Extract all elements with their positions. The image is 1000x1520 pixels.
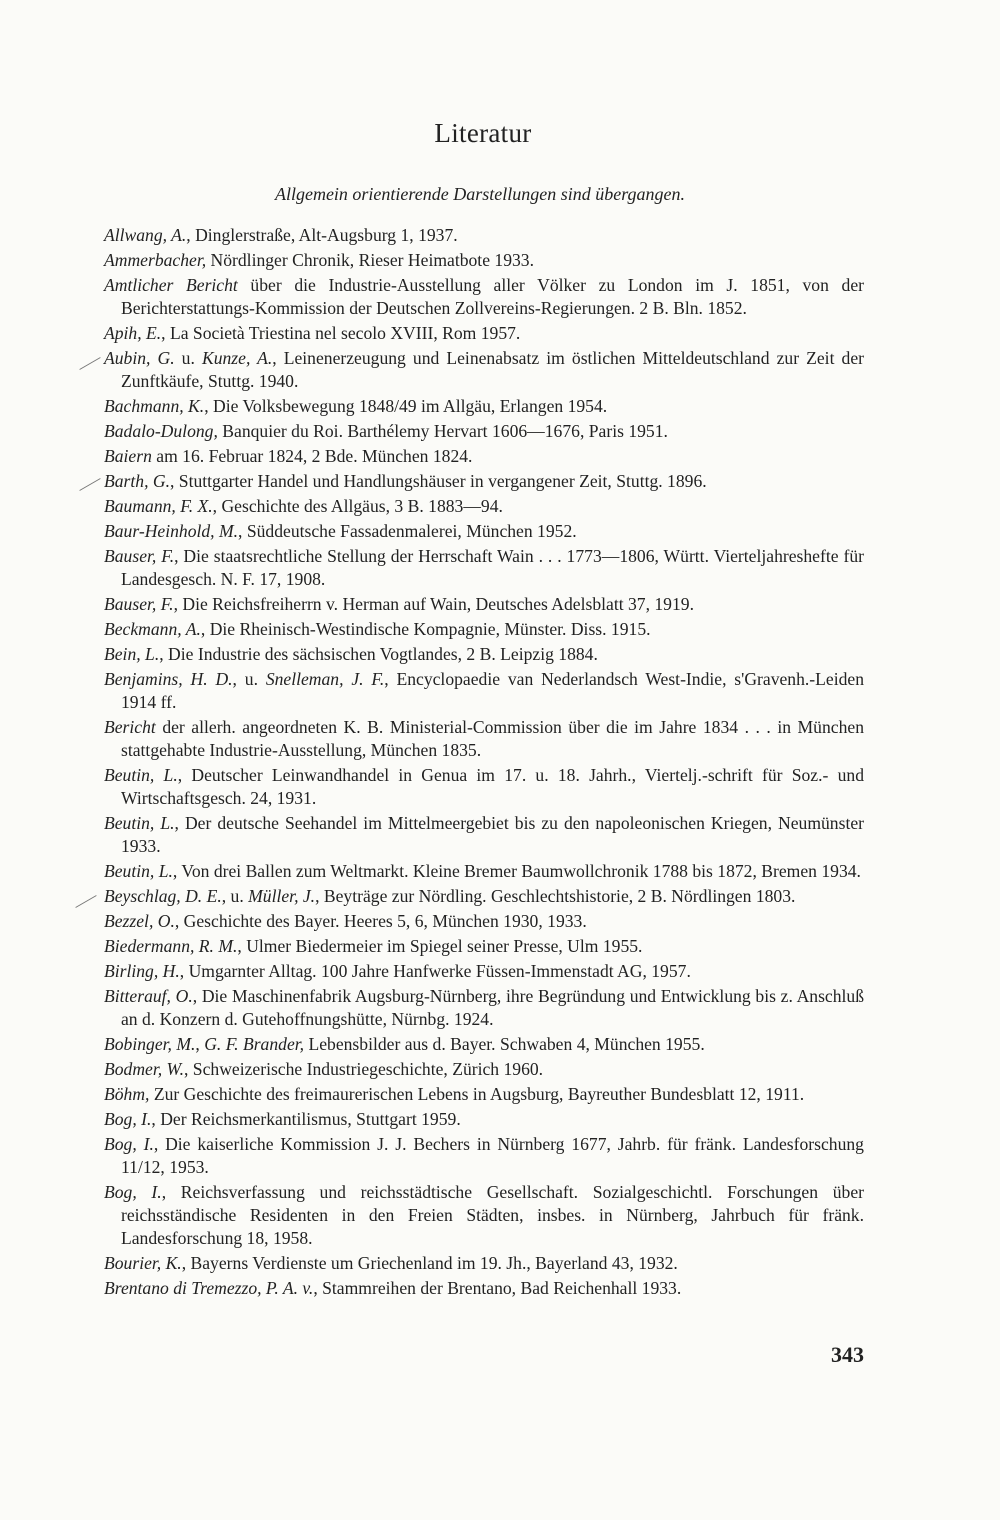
entry-text: , La Società Triestina nel secolo XVIII, Rom 1957. [161,323,521,343]
entry-author: Beutin, L. [104,813,175,833]
entry-author: Bog, I. [104,1182,162,1202]
entry-text: der allerh. angeordneten K. B. Ministerial-Commission über die im Jahre 1834 . . . in München stattgehabte Industrie-Ausstellung, München 1835. [121,717,864,760]
entry-text: , Die Rheinisch-Westindische Kompagnie, Münster. Diss. 1915. [200,619,651,639]
bibliography-entry [104,470,864,493]
bibliography-entry [104,1277,864,1300]
entry-text: , Encyclopaedie van Nederlandsch West-Indie, s'Gravenh.-Leiden 1914 ff. [121,669,865,712]
entry-author: Benjamins, H. D. [104,669,233,689]
bibliography-entry [104,910,864,933]
bibliography-entry [104,593,864,616]
bibliography-entry [104,395,864,418]
bibliography-entry [104,860,864,883]
bibliography-entry [104,812,864,858]
bibliography-entry [104,249,864,272]
bibliography-entry [104,716,864,762]
entry-author: Böhm, [104,1084,150,1104]
bibliography-entry [104,643,864,666]
entry-text: , Die staatsrechtliche Stellung der Herrschaft Wain . . . 1773—1806, Württ. Vierteljahreshefte für Landesgesch. N. F. 17, 1908. [121,546,864,589]
entry-author: Allwang, A. [104,225,187,245]
entry-text: , Reichsverfassung und reichsstädtische Gesellschaft. Sozialgeschichtl. Forschungen über reichsständische Residenten in den Freien Städten, insbes. in Nürnberg, Jahrbuch für fränk. Landesforschung 18, 1958. [121,1182,864,1248]
entry-author: Amtlicher Bericht [104,275,238,295]
entry-text: , Bayerns Verdienste um Griechenland im 19. Jh., Bayerland 43, 1932. [181,1253,678,1273]
entry-author: G. F. Brander, [204,1034,305,1054]
bibliography-list [104,224,864,1302]
entry-author: Bauser, F. [104,594,174,614]
entry-author: Barth, G. [104,471,170,491]
entry-text: , Umgarnter Alltag. 100 Jahre Hanfwerke Füssen-Immenstadt AG, 1957. [179,961,691,981]
entry-text: , Geschichte des Bayer. Heeres 5, 6, München 1930, 1933. [174,911,587,931]
entry-author: Bericht [104,717,156,737]
entry-author: Aubin, G. [104,348,175,368]
bibliography-entry [104,1133,864,1179]
entry-text: , Schweizerische Industriegeschichte, Zürich 1960. [184,1059,544,1079]
entry-text: , Die Maschinenfabrik Augsburg-Nürnberg, ihre Begründung und Entwicklung bis z. Anschluß an d. Konzern d. Gutehoffnungshütte, Nürnbg. 1924. [121,986,864,1029]
entry-text: Lebensbilder aus d. Bayer. Schwaben 4, München 1955. [304,1034,705,1054]
entry-text: , Die Industrie des sächsischen Vogtlandes, 2 B. Leipzig 1884. [159,644,598,664]
entry-author: Bitterauf, O. [104,986,193,1006]
entry-author: Müller, J. [248,886,316,906]
entry-text: , [195,1034,205,1054]
entry-text: , u. [232,669,266,689]
entry-author: Bein, L. [104,644,160,664]
entry-author: Beutin, L. [104,861,173,881]
entry-author: Birling, H. [104,961,180,981]
entry-text: , Der Reichsmerkantilismus, Stuttgart 1959. [151,1109,461,1129]
bibliography-entry [104,764,864,810]
entry-text: , Ulmer Biedermeier im Spiegel seiner Presse, Ulm 1955. [237,936,643,956]
bibliography-entry [104,445,864,468]
bibliography-entry [104,618,864,641]
entry-author: Bezzel, O. [104,911,175,931]
page-subtitle: Allgemein orientierende Darstellungen sind übergangen. [274,184,686,204]
entry-author: Brentano di Tremezzo, P. A. v. [104,1278,314,1298]
entry-text: Banquier du Roi. Barthélemy Hervart 1606—1676, Paris 1951. [217,421,668,441]
bibliography-entry [104,224,864,247]
page-number: 343 [831,1342,864,1367]
entry-text: Nördlinger Chronik, Rieser Heimatbote 1933. [206,250,534,270]
margin-pencil-mark [79,357,100,370]
bibliography-entry [104,1083,864,1106]
entry-text: , Deutscher Leinwandhandel in Genua im 17. u. 18. Jahrh., Viertelj.-schrift für Soz.- und Wirtschaftsgesch. 24, 1931. [121,765,864,808]
entry-text: über die Industrie-Ausstellung aller Völker zu London im J. 1851, von der Berichterstattungs-Kommission der Deutschen Zollvereins-Regierungen. 2 B. Bln. 1852. [121,275,864,318]
entry-text: , Leinenerzeugung und Leinenabsatz im östlichen Mitteldeutschland zur Zeit der Zunftkäufe, Stuttg. 1940. [121,348,864,391]
entry-text: , Stammreihen der Brentano, Bad Reichenhall 1933. [313,1278,682,1298]
bibliography-entry [104,985,864,1031]
bibliography-entry [104,520,864,543]
entry-author: Biedermann, R. M. [104,936,238,956]
bibliography-entry [104,545,864,591]
entry-text: u. [174,348,202,368]
entry-author: Baur-Heinhold, M. [104,521,239,541]
entry-author: Bourier, K. [104,1253,182,1273]
entry-text: , Die kaiserliche Kommission J. J. Bechers in Nürnberg 1677, Jahrb. für fränk. Landesforschung 11/12, 1953. [121,1134,864,1177]
entry-author: Beyschlag, D. E. [104,886,222,906]
entry-text: , Von drei Ballen zum Weltmarkt. Kleine Bremer Baumwollchronik 1788 bis 1872, Bremen 1934. [172,861,861,881]
entry-author: Baumann, F. X. [104,496,213,516]
entry-author: Snelleman, J. F. [265,669,385,689]
entry-text: , Beyträge zur Nördling. Geschlechtshistorie, 2 B. Nördlingen 1803. [315,886,796,906]
entry-text: , u. [221,886,249,906]
entry-author: Kunze, A. [201,348,273,368]
entry-text: , Der deutsche Seehandel im Mittelmeergebiet bis zu den napoleonischen Kriegen, Neumünster 1933. [121,813,864,856]
entry-author: Bobinger, M. [104,1034,196,1054]
entry-author: Apih, E. [104,323,162,343]
bibliography-entry [104,495,864,518]
entry-text: am 16. Februar 1824, 2 Bde. München 1824. [151,446,473,466]
bibliography-entry [104,347,864,393]
bibliography-entry [104,668,864,714]
bibliography-entry [104,274,864,320]
bibliography-entry [104,1033,864,1056]
margin-pencil-mark [75,895,96,908]
entry-author: Ammerbacher, [104,250,207,270]
entry-author: Beckmann, A. [104,619,201,639]
entry-author: Bauser, F. [104,546,175,566]
entry-text: , Die Reichsfreiherrn v. Herman auf Wain, Deutsches Adelsblatt 37, 1919. [173,594,694,614]
entry-author: Bachmann, K. [104,396,205,416]
bibliography-entry [104,935,864,958]
bibliography-entry [104,1108,864,1131]
entry-author: Bog, I. [104,1109,152,1129]
entry-text: , Süddeutsche Fassadenmalerei, München 1952. [238,521,577,541]
entry-text: , Die Volksbewegung 1848/49 im Allgäu, Erlangen 1954. [204,396,608,416]
entry-author: Bog, I. [104,1134,154,1154]
entry-text: , Stuttgarter Handel und Handlungshäuser in vergangener Zeit, Stuttg. 1896. [169,471,707,491]
bibliography-entry [104,322,864,345]
entry-author: Baiern [104,446,152,466]
entry-text: , Geschichte des Allgäus, 3 B. 1883—94. [212,496,503,516]
bibliography-entry [104,1181,864,1250]
bibliography-entry [104,1058,864,1081]
entry-author: Bodmer, W. [104,1059,184,1079]
entry-author: Badalo-Dulong, [104,421,218,441]
entry-text: , Dinglerstraße, Alt-Augsburg 1, 1937. [186,225,458,245]
page-title: Literatur [434,118,532,148]
margin-pencil-mark [79,478,100,491]
entry-text: Zur Geschichte des freimaurerischen Lebens in Augsburg, Bayreuther Bundesblatt 12, 1911. [149,1084,805,1104]
bibliography-entry [104,885,864,908]
entry-author: Beutin, L. [104,765,178,785]
bibliography-entry [104,1252,864,1275]
bibliography-entry [104,420,864,443]
bibliography-entry [104,960,864,983]
